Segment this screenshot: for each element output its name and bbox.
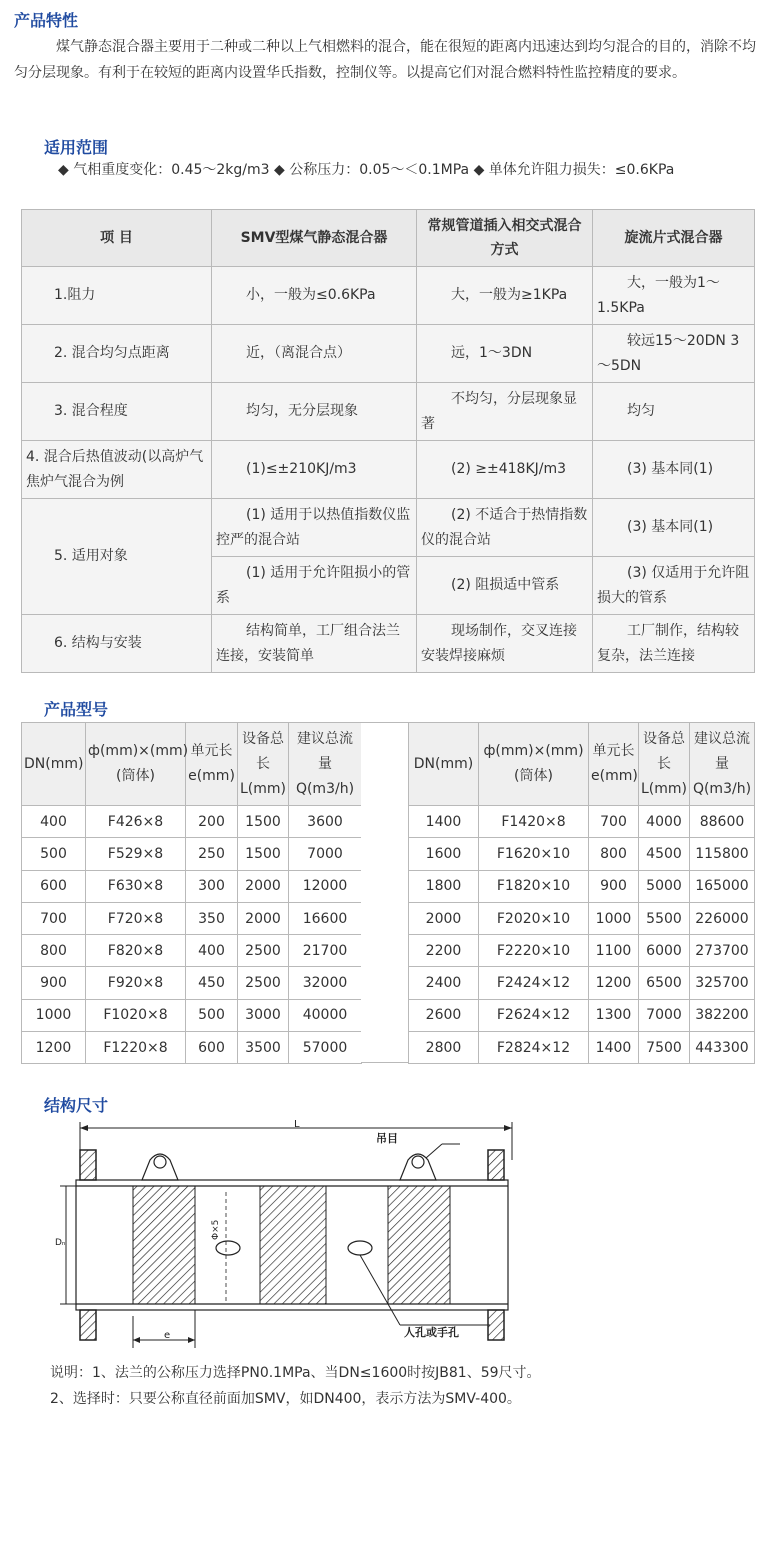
model-header: DN(mm): [22, 723, 86, 806]
model-right-body: [409, 806, 755, 1064]
model-cell: 88600: [690, 806, 755, 838]
model-row: [22, 1032, 362, 1064]
comparison-cell: (1)≤±210KJ/m3: [212, 441, 417, 499]
comparison-cell: 均匀: [593, 383, 755, 441]
comparison-item: 3. 混合程度: [22, 383, 212, 441]
comparison-cell: 工厂制作，结构较复杂，法兰连接: [593, 615, 755, 673]
comparison-cell: 远，1～3DN: [417, 325, 593, 383]
comparison-item: 5. 适用对象: [22, 499, 212, 615]
comparison-cell: 结构简单，工厂组合法兰连接，安装简单: [212, 615, 417, 673]
comparison-row: [22, 499, 755, 557]
flange-right-bottom: [488, 1310, 504, 1340]
comparison-item: 2. 混合均匀点距离: [22, 325, 212, 383]
model-cell: 12000: [289, 870, 362, 902]
model-cell: 40000: [289, 999, 362, 1031]
model-cell: F1620×10: [479, 838, 589, 870]
comparison-header: 项 目: [22, 210, 212, 267]
flange-left-top: [80, 1150, 96, 1180]
model-cell: 350: [186, 902, 238, 934]
model-row: [22, 902, 362, 934]
comparison-cell: (1) 适用于允许阻损小的管系: [212, 557, 417, 615]
model-header: 设备总长L(mm): [639, 723, 690, 806]
model-cell: 2800: [409, 1032, 479, 1064]
model-cell: 57000: [289, 1032, 362, 1064]
model-cell: 3500: [238, 1032, 289, 1064]
model-cell: 400: [22, 806, 86, 838]
model-cell: 1200: [589, 967, 639, 999]
model-cell: 1400: [589, 1032, 639, 1064]
comparison-cell: 不均匀，分层现象显著: [417, 383, 593, 441]
model-cell: 7500: [639, 1032, 690, 1064]
model-cell: 2000: [238, 870, 289, 902]
structure-drawing: [50, 1120, 530, 1360]
comparison-row: [22, 441, 755, 499]
model-cell: 1500: [238, 806, 289, 838]
model-cell: 2400: [409, 967, 479, 999]
comparison-row: [22, 267, 755, 325]
model-header: 设备总长L(mm): [238, 723, 289, 806]
model-cell: 2500: [238, 967, 289, 999]
comparison-header: 常规管道插入相交式混合方式: [417, 210, 593, 267]
model-cell: F2020×10: [479, 902, 589, 934]
model-cell: F820×8: [86, 935, 186, 967]
model-row: [409, 967, 755, 999]
model-cell: 7000: [289, 838, 362, 870]
note-2: 2、选择时：只要公称直径前面加SMV，如DN400，表示方法为SMV-400。: [50, 1391, 521, 1407]
model-cell: F2220×10: [479, 935, 589, 967]
model-cell: 2000: [409, 902, 479, 934]
model-cell: 4000: [639, 806, 690, 838]
model-cell: 600: [22, 870, 86, 902]
scope-heading: 适用范围: [44, 138, 109, 157]
model-cell: 7000: [639, 999, 690, 1031]
model-cell: 700: [22, 902, 86, 934]
model-cell: 800: [589, 838, 639, 870]
model-cell: 1400: [409, 806, 479, 838]
model-header-row: [409, 723, 755, 806]
model-header: 单元长e(mm): [589, 723, 639, 806]
comparison-cell: (1) 适用于以热值指数仪监控严的混合站: [212, 499, 417, 557]
model-cell: 300: [186, 870, 238, 902]
model-cell: 1100: [589, 935, 639, 967]
label-manhole: 人孔或手孔: [404, 1326, 459, 1339]
model-row: [409, 999, 755, 1031]
comparison-cell: 大，一般为1～1.5KPa: [593, 267, 755, 325]
model-row: [409, 838, 755, 870]
comparison-cell: 均匀，无分层现象: [212, 383, 417, 441]
model-cell: 325700: [690, 967, 755, 999]
comparison-cell: (3) 基本同(1): [593, 441, 755, 499]
scope-text: ◆ 气相重度变化：0.45～2kg/m3 ◆ 公称压力：0.05～＜0.1MPa ◆ 单体允许阻力损失：≤0.6KPa: [58, 162, 675, 178]
model-table-gap: [361, 722, 408, 1063]
model-row: [22, 870, 362, 902]
model-cell: F2424×12: [479, 967, 589, 999]
model-cell: 21700: [289, 935, 362, 967]
model-cell: 1200: [22, 1032, 86, 1064]
model-cell: 6000: [639, 935, 690, 967]
structure-heading: 结构尺寸: [44, 1096, 109, 1115]
model-cell: F2824×12: [479, 1032, 589, 1064]
flange-left-bottom: [80, 1310, 96, 1340]
model-cell: F630×8: [86, 870, 186, 902]
model-cell: 382200: [690, 999, 755, 1031]
model-row: [22, 806, 362, 838]
comparison-header: SMV型煤气静态混合器: [212, 210, 417, 267]
model-header: 建议总流量Q(m3/h): [690, 723, 755, 806]
comparison-cell: (2) ≥±418KJ/m3: [417, 441, 593, 499]
model-cell: 2600: [409, 999, 479, 1031]
model-cell: 1500: [238, 838, 289, 870]
comparison-cell: (2) 不适合于热情指数仪的混合站: [417, 499, 593, 557]
model-cell: 2000: [238, 902, 289, 934]
model-row: [409, 902, 755, 934]
mixing-element-3: [388, 1186, 450, 1304]
comparison-cell: (3) 基本同(1): [593, 499, 755, 557]
model-cell: F1220×8: [86, 1032, 186, 1064]
comparison-row: [22, 615, 755, 673]
model-header: 单元长e(mm): [186, 723, 238, 806]
hole-left: [216, 1241, 240, 1255]
comparison-item: 6. 结构与安装: [22, 615, 212, 673]
comparison-cell: 大，一般为≥1KPa: [417, 267, 593, 325]
model-cell: F426×8: [86, 806, 186, 838]
comparison-item: 1.阻力: [22, 267, 212, 325]
comparison-row: [22, 325, 755, 383]
comparison-item: 4. 混合后热值波动(以高炉气焦炉气混合为例: [22, 441, 212, 499]
hole-right: [348, 1241, 372, 1255]
model-cell: 165000: [690, 870, 755, 902]
model-cell: 900: [589, 870, 639, 902]
model-cell: 2500: [238, 935, 289, 967]
model-cell: 1000: [589, 902, 639, 934]
comparison-cell: 现场制作，交叉连接安装焊接麻烦: [417, 615, 593, 673]
model-cell: 600: [186, 1032, 238, 1064]
comparison-header: 旋流片式混合器: [593, 210, 755, 267]
model-cell: 1600: [409, 838, 479, 870]
model-cell: 3000: [238, 999, 289, 1031]
model-header-row: [22, 723, 362, 806]
model-cell: 3600: [289, 806, 362, 838]
model-row: [409, 1032, 755, 1064]
model-cell: 5000: [639, 870, 690, 902]
lifting-lug-left: [142, 1154, 178, 1180]
label-diameter: Dₙ: [55, 1238, 66, 1248]
lifting-lug-right: [400, 1154, 436, 1180]
models-heading: 产品型号: [44, 700, 109, 719]
model-row: [22, 838, 362, 870]
model-left-body: [22, 806, 362, 1064]
model-header: ф(mm)×(mm)(筒体): [479, 723, 589, 806]
model-cell: 226000: [690, 902, 755, 934]
model-cell: F720×8: [86, 902, 186, 934]
model-cell: 250: [186, 838, 238, 870]
model-cell: F920×8: [86, 967, 186, 999]
model-cell: 500: [22, 838, 86, 870]
model-row: [409, 935, 755, 967]
model-cell: 900: [22, 967, 86, 999]
features-paragraph: [14, 34, 759, 86]
model-cell: F2624×12: [479, 999, 589, 1031]
model-cell: 1800: [409, 870, 479, 902]
note-1: 说明：1、法兰的公称压力选择PN0.1MPa、当DN≤1600时按JB81、59尺寸。: [50, 1365, 541, 1381]
model-cell: 1300: [589, 999, 639, 1031]
label-L: L: [294, 1120, 300, 1130]
model-cell: 273700: [690, 935, 755, 967]
comparison-cell: 近，（离混合点）: [212, 325, 417, 383]
model-cell: 450: [186, 967, 238, 999]
model-table-right: [408, 722, 755, 1064]
model-cell: 16600: [289, 902, 362, 934]
model-cell: 443300: [690, 1032, 755, 1064]
label-e: e: [164, 1330, 171, 1341]
comparison-cell: 较远15～20DN 3～5DN: [593, 325, 755, 383]
model-row: [22, 967, 362, 999]
model-row: [22, 999, 362, 1031]
model-header: DN(mm): [409, 723, 479, 806]
model-cell: 2200: [409, 935, 479, 967]
model-row: [409, 870, 755, 902]
comparison-cell: 小，一般为≤0.6KPa: [212, 267, 417, 325]
model-cell: 800: [22, 935, 86, 967]
model-cell: F1420×8: [479, 806, 589, 838]
model-cell: 200: [186, 806, 238, 838]
comparison-cell: (2) 阻损适中管系: [417, 557, 593, 615]
model-header: 建议总流量Q(m3/h): [289, 723, 362, 806]
model-row: [22, 935, 362, 967]
model-cell: 700: [589, 806, 639, 838]
comparison-header-row: [22, 210, 755, 267]
model-cell: 115800: [690, 838, 755, 870]
label-lifting-lug: 吊目: [376, 1132, 398, 1145]
model-cell: F1020×8: [86, 999, 186, 1031]
model-cell: 4500: [639, 838, 690, 870]
model-row: [409, 806, 755, 838]
model-table-left: [21, 722, 362, 1064]
model-cell: 1000: [22, 999, 86, 1031]
label-phi: Φ×5: [211, 1219, 221, 1240]
mixing-element-2: [260, 1186, 326, 1304]
comparison-row: [22, 383, 755, 441]
comparison-cell: (3) 仅适用于允许阻损大的管系: [593, 557, 755, 615]
features-heading: 产品特性: [14, 11, 79, 30]
model-cell: F1820×10: [479, 870, 589, 902]
flange-right-top: [488, 1150, 504, 1180]
model-cell: 500: [186, 999, 238, 1031]
model-cell: 32000: [289, 967, 362, 999]
comparison-table: [21, 209, 755, 673]
model-cell: 400: [186, 935, 238, 967]
features-text: 煤气静态混合器主要用于二种或二种以上气相燃料的混合，能在很短的距离内迅速达到均匀混合的目的，消除不均匀分层现象。有利于在较短的距离内设置华氏指数，控制仪等。以提高它们对混合燃料特性监控精度的要求。: [14, 39, 756, 81]
model-cell: F529×8: [86, 838, 186, 870]
model-header: ф(mm)×(mm)(筒体): [86, 723, 186, 806]
mixing-element-1: [133, 1186, 195, 1304]
model-cell: 6500: [639, 967, 690, 999]
model-cell: 5500: [639, 902, 690, 934]
